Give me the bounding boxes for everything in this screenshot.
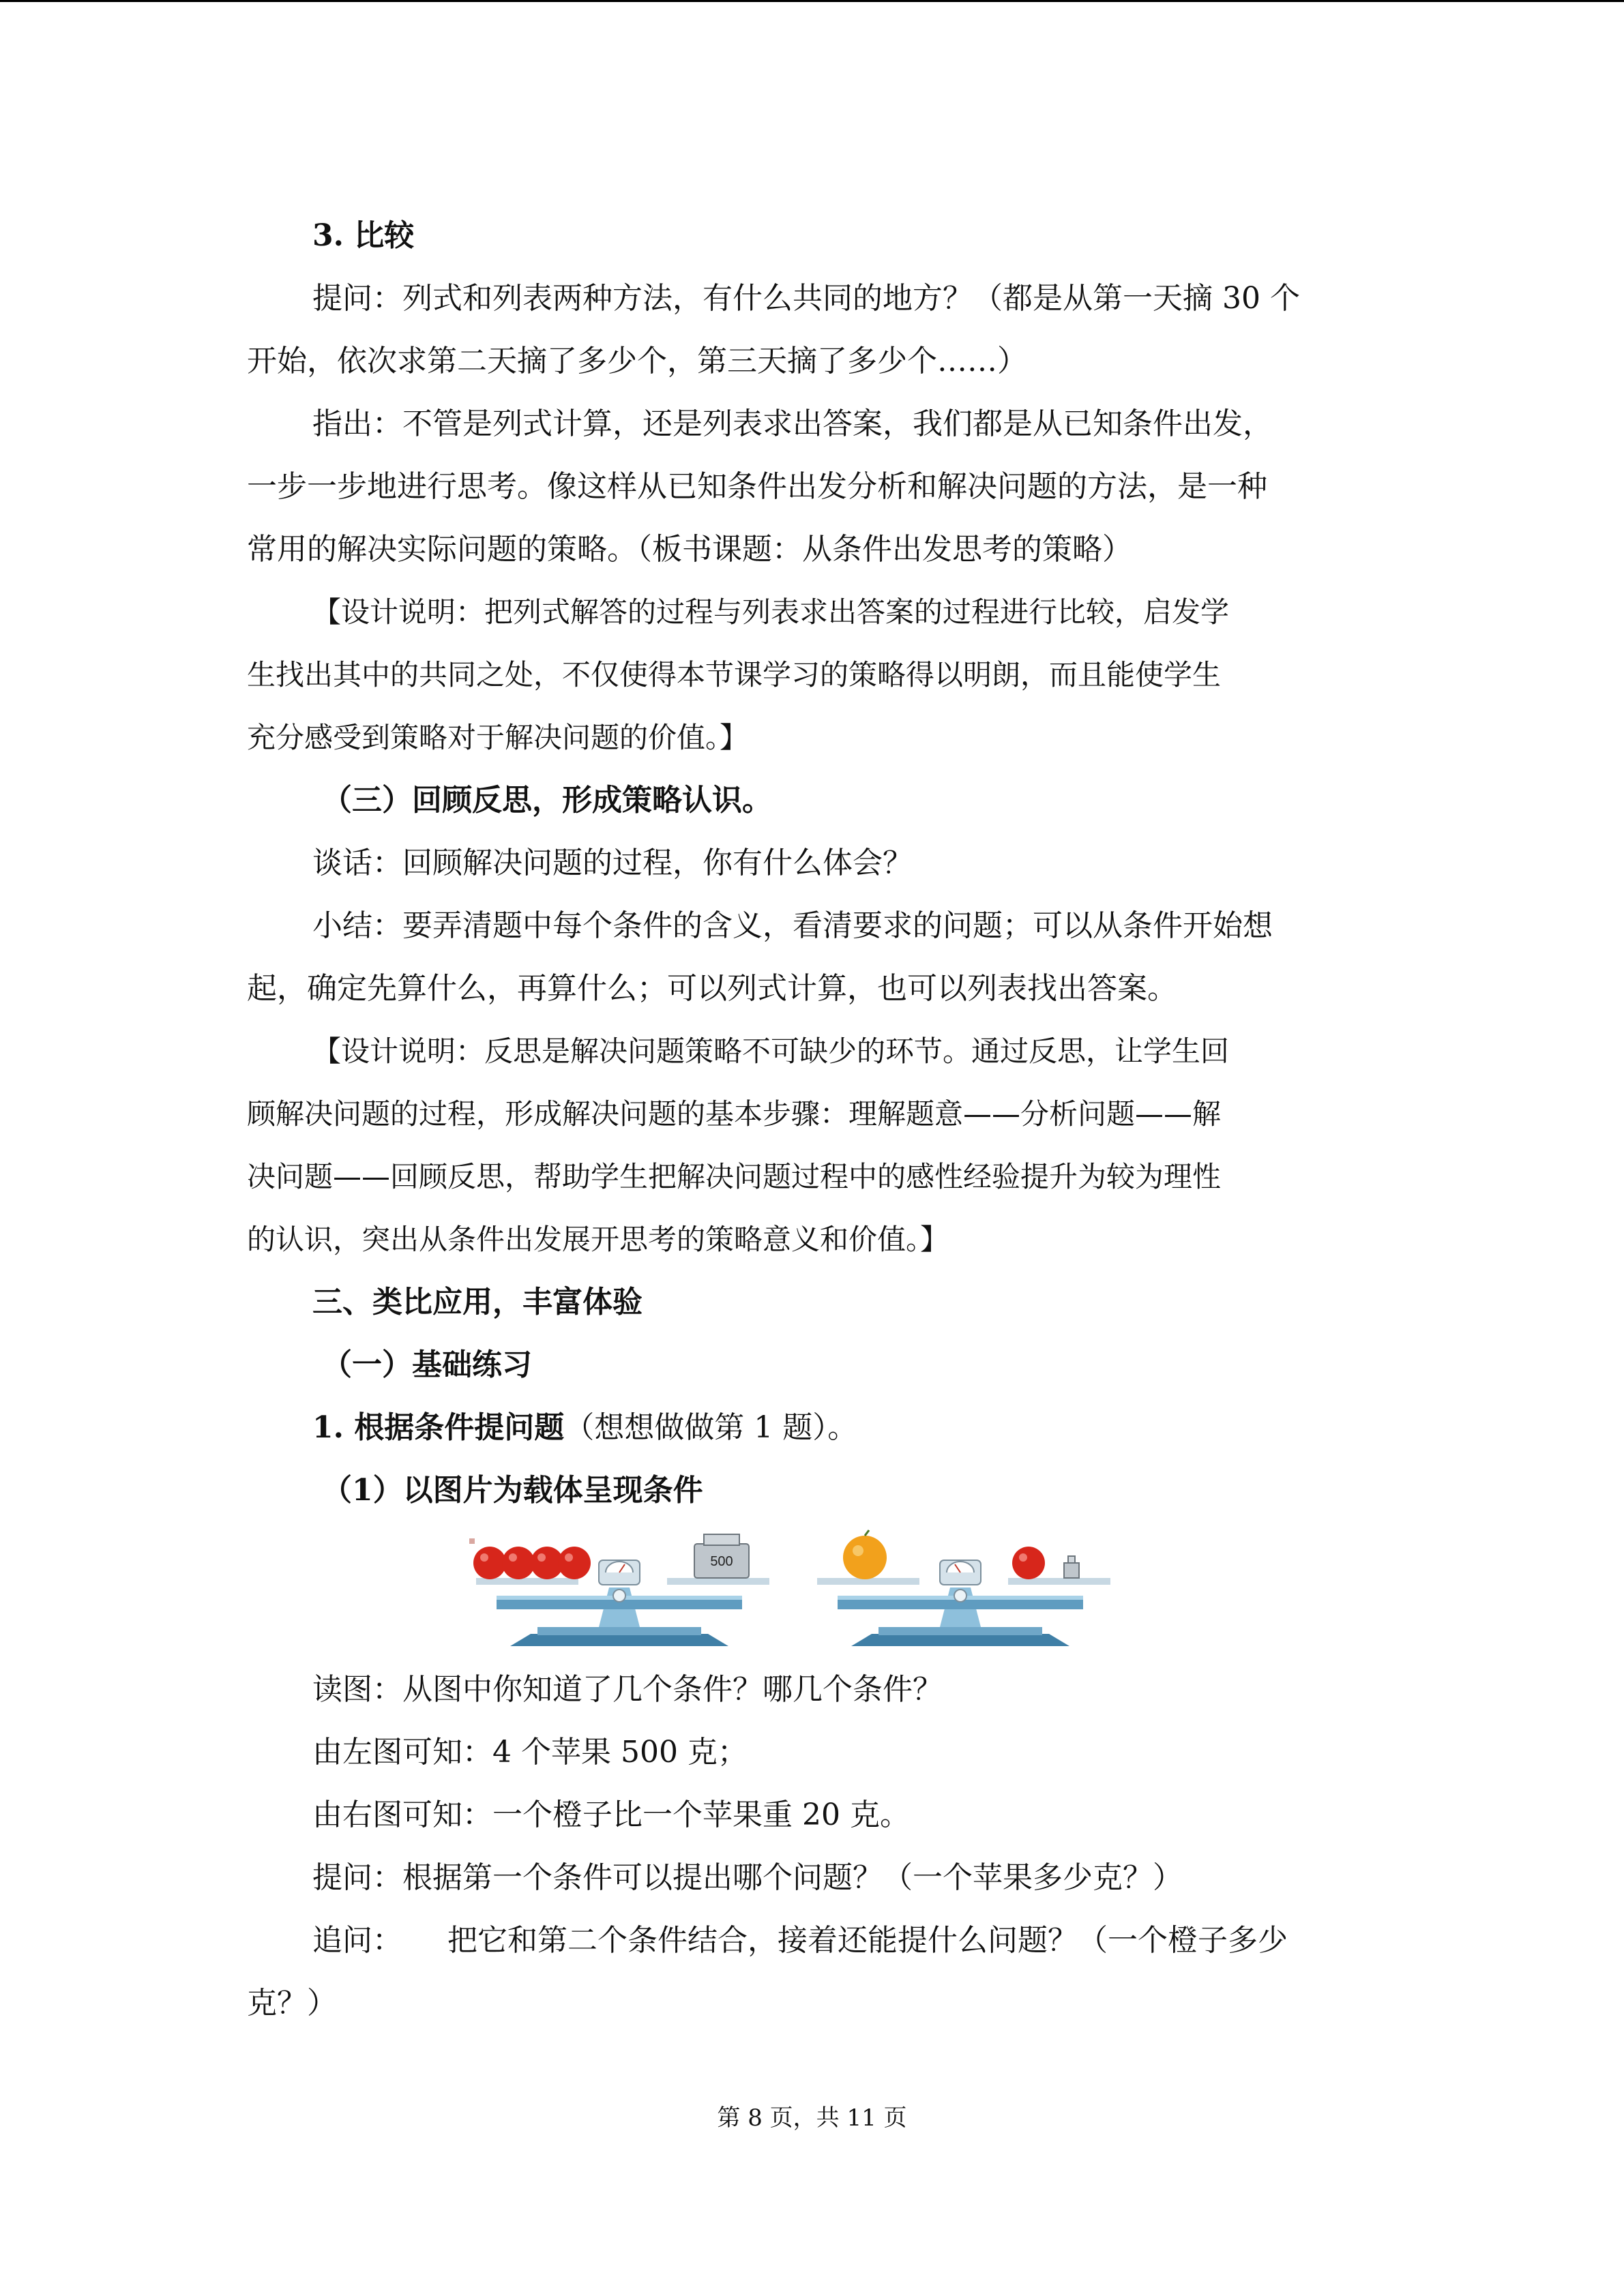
heading-basic-practice: （一）基础练习 [322, 1347, 532, 1382]
paragraph-line: 提问：列式和列表两种方法，有什么共同的地方？（都是从第一天摘 30 个 [312, 281, 1300, 316]
design-note-line: 生找出其中的共同之处，不仅使得本节课学习的策略得以明朗，而且能使学生 [247, 658, 1222, 691]
paragraph-line: 克？） [247, 1986, 337, 2021]
paragraph-line: 一步一步地进行思考。像这样从已知条件出发分析和解决问题的方法，是一种 [247, 469, 1267, 504]
design-note-line: 的认识，突出从条件出发展开思考的策略意义和价值。】 [247, 1223, 949, 1256]
paragraph-line: 谈话：回顾解决问题的过程，你有什么体会？ [312, 846, 913, 880]
apple-icon [473, 1547, 506, 1579]
paragraph-line: 起，确定先算什么，再算什么；可以列式计算，也可以列表找出答案。 [247, 971, 1177, 1006]
apple-icon [558, 1547, 591, 1579]
item-one-sub: （1）以图片为载体呈现条件 [322, 1473, 703, 1508]
paragraph-line: 指出：不管是列式计算，还是列表求出答案，我们都是从已知条件出发， [312, 406, 1273, 441]
orange-icon [843, 1530, 887, 1579]
balance-scales-illustration [469, 1525, 1151, 1654]
design-note-line: 决问题——回顾反思，帮助学生把解决问题过程中的感性经验提升为较为理性 [247, 1160, 1222, 1193]
balance-scale-figure [247, 1525, 1379, 1654]
apple-icon [502, 1547, 535, 1579]
paragraph-line: 小结：要弄清题中每个条件的含义，看清要求的问题；可以从条件开始想 [312, 908, 1273, 943]
weight-label: 500 [710, 1554, 733, 1569]
design-note-line: 顾解决问题的过程，形成解决问题的基本步骤：理解题意——分析问题——解 [247, 1097, 1222, 1131]
paragraph-line: 由左图可知：4 个苹果 500 克； [312, 1735, 748, 1770]
paragraph-line: 开始，依次求第二天摘了多少个，第三天摘了多少个……） [247, 344, 1027, 378]
right-scale [817, 1530, 1110, 1646]
design-note-line: 充分感受到策略对于解决问题的价值。】 [247, 721, 749, 754]
left-scale [469, 1534, 769, 1646]
top-border [0, 0, 1624, 2]
apple-icon [1012, 1547, 1045, 1579]
heading-section-three: 三、类比应用，丰富体验 [312, 1285, 643, 1320]
document-page [247, 205, 1379, 2035]
paragraph-line: 读图：从图中你知道了几个条件？哪几个条件？ [312, 1672, 943, 1707]
design-note-line: 【设计说明：把列式解答的过程与列表求出答案的过程进行比较，启发学 [312, 595, 1230, 629]
weight-icon [694, 1534, 749, 1578]
design-note-line: 【设计说明：反思是解决问题策略不可缺少的环节。通过反思，让学生回 [312, 1034, 1230, 1068]
small-weight-icon [1064, 1556, 1079, 1578]
item-one-note: （想想做做第 1 题）。 [564, 1410, 858, 1445]
heading-reflection: （三）回顾反思，形成策略认识。 [322, 783, 772, 818]
item-one-title: 1. 根据条件提问题 [312, 1410, 565, 1445]
item-one [247, 1397, 1379, 1459]
paragraph-line: 常用的解决实际问题的策略。（板书课题：从条件出发思考的策略） [247, 532, 1132, 567]
paragraph-line: 提问：根据第一个条件可以提出哪个问题？（一个苹果多少克？） [312, 1860, 1183, 1895]
paragraph-line: 由右图可知：一个橙子比一个苹果重 20 克。 [312, 1798, 910, 1832]
page-footer: 第 8 页，共 11 页 [717, 2104, 907, 2132]
paragraph-line: 追问： 把它和第二个条件结合，接着还能提什么问题？（一个橙子多少 [312, 1923, 1288, 1958]
heading-compare: 3. 比较 [312, 218, 415, 253]
